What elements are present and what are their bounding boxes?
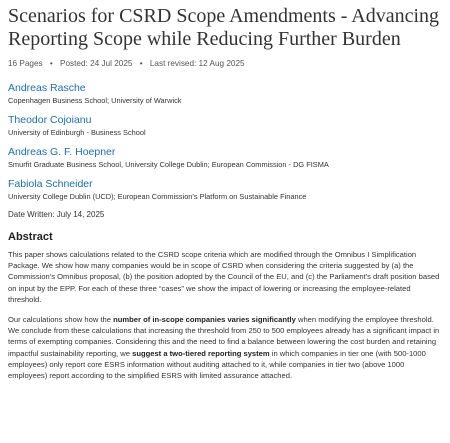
author-affiliation: Smurfit Graduate Business School, University College Dublin; European Commission - DG FISMA bbox=[8, 160, 329, 169]
author-block bbox=[8, 178, 442, 202]
author-link[interactable]: Fabiola Schneider bbox=[8, 178, 93, 190]
meta-separator: • bbox=[49, 59, 53, 68]
abstract-emphasis: number of in-scope companies varies significantly bbox=[113, 315, 296, 325]
author-block bbox=[8, 114, 442, 138]
page-count: 16 Pages bbox=[8, 59, 43, 68]
abstract-text: in which companies in tier one (with 500-1000 employees) only report core ESRS information without auditing attached to it, while companies in tier two (above 1000 employees) report according to the simplified ESRS with limited assurance attached. bbox=[8, 348, 426, 381]
paper-meta bbox=[8, 59, 442, 68]
abstract-paragraph-1: This paper shows calculations related to the CSRD scope criteria which are modified through the Omnibus I Simplification Package. We show how many companies would be in scope of CSRD when considering the criteria suggested by (a) the Commission's Omnibus proposal, (b) the position adopted by the Council of the EU, and (c) the Parliament's draft position based on input by the EPP. For each of these three “cases” we show the impact of lowering or increasing the employee-related threshold. bbox=[8, 250, 440, 304]
author-link[interactable]: Theodor Cojoianu bbox=[8, 114, 92, 126]
author-link[interactable]: Andreas Rasche bbox=[8, 82, 86, 94]
author-block bbox=[8, 82, 442, 106]
author-block bbox=[8, 146, 442, 170]
paper-title: Scenarios for CSRD Scope Amendments - Advancing Reporting Scope while Reducing Further Burden bbox=[8, 5, 440, 50]
author-affiliation: Copenhagen Business School; University of Warwick bbox=[8, 96, 182, 105]
author-link[interactable]: Andreas G. F. Hoepner bbox=[8, 146, 116, 158]
abstract-text: Our calculations show how the bbox=[8, 315, 114, 325]
author-affiliation: University College Dublin (UCD); European Commission's Platform on Sustainable Finance bbox=[8, 192, 307, 201]
abstract-emphasis: suggest a two-tiered reporting system bbox=[132, 348, 270, 358]
meta-separator: • bbox=[139, 59, 143, 68]
abstract-heading: Abstract bbox=[8, 231, 53, 243]
revised-date: Last revised: 12 Aug 2025 bbox=[149, 59, 245, 68]
abstract-text: when modifying the employee threshold. We conclude from these calculations that increasing the threshold from 250 to 500 employees already has a significant impact in terms of exempting companies. Considering this and the need to find a balance between lowering the cost burden and retaining impactful sustainability reporting, we bbox=[8, 315, 440, 358]
posted-date: Posted: 24 Jul 2025 bbox=[60, 59, 133, 68]
date-written: Date Written: July 14, 2025 bbox=[8, 210, 105, 219]
abstract-paragraph-2 bbox=[8, 314, 442, 381]
author-affiliation: University of Edinburgh - Business School bbox=[8, 128, 146, 137]
